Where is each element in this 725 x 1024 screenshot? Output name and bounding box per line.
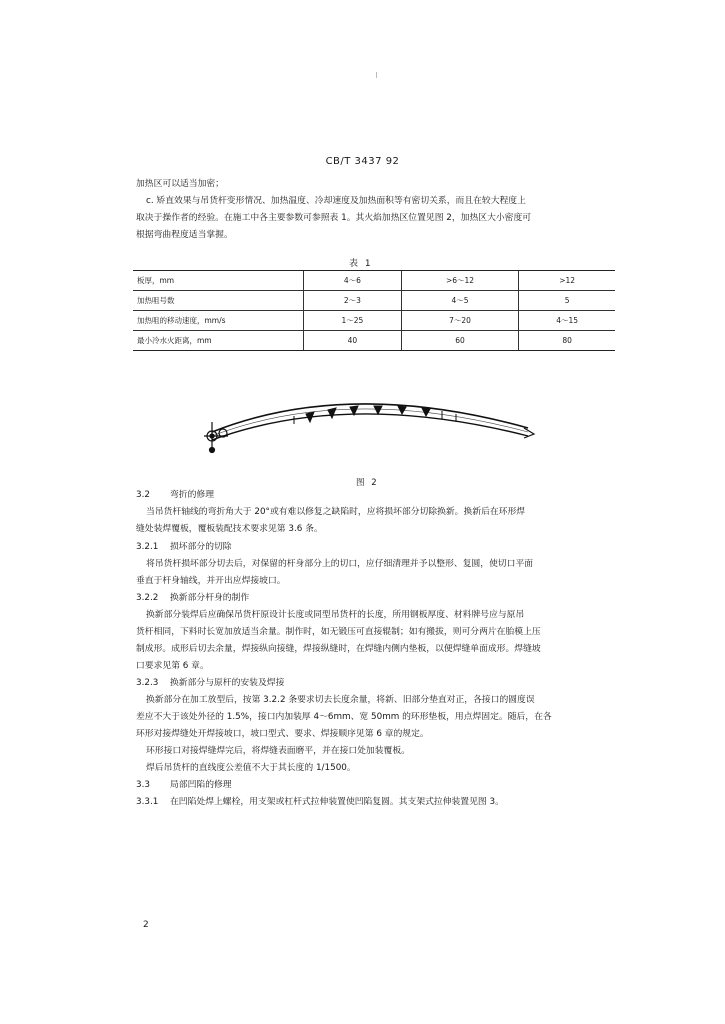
page-number: 2: [143, 920, 149, 930]
boom-outline-inner: [212, 414, 528, 440]
section-title: 换新部分杆身的制作: [170, 593, 250, 603]
table-cell: 80: [519, 331, 615, 351]
paragraph-3-2-1: [136, 556, 533, 590]
table-cell: 4～5: [401, 291, 519, 311]
text-line: c. 矫直效果与吊货杆变形情况、加热温度、冷却速度及加热面积等有密切关系，而且在较大程度上: [146, 196, 526, 206]
table-cell: 2～3: [304, 291, 402, 311]
boom-outline: [212, 404, 528, 432]
section-number: 3.2.1: [136, 542, 159, 552]
section-heading-3-2-2: [136, 590, 249, 607]
section-heading-3-2-3: [136, 675, 284, 692]
section-title: 弯折的修理: [170, 490, 214, 500]
text-line: 加热区可以适当加密；: [136, 179, 224, 189]
section-title: 局部凹陷的修理: [170, 780, 232, 790]
text-line: 将吊货杆损坏部分切去后，对保留的杆身部分上的切口，应仔细清理并予以整形、复圆，使切口平面: [146, 559, 534, 569]
section-number: 3.2.2: [136, 593, 159, 603]
table-cell: 4～15: [519, 311, 615, 331]
section-title: 在凹陷处焊上螺栓，用支架或杠杆式拉伸装置使凹陷复圆。其支架式拉伸装置见图 3。: [170, 797, 504, 807]
section-number: 3.2: [136, 490, 150, 500]
row-label: 最小冷水火距离，mm: [133, 331, 304, 351]
table-row: [133, 271, 615, 291]
table-cell: 5: [519, 291, 615, 311]
section-number: 3.2.3: [136, 678, 159, 688]
text-line: 换新部分在加工放型后，按第 3.2.2 条要求切去长度余量，将新、旧部分垫直对正，各接口的圆度误: [146, 695, 535, 705]
table-row: [133, 331, 615, 351]
row-label: 加热咀号数: [133, 291, 304, 311]
text-line: 垂直于杆身轴线，并开出应焊接坡口。: [136, 576, 286, 586]
text-line: 差应不大于该处外径的 1.5%，接口内加装厚 4～6mm、宽 50mm 的环形垫板，用点焊固定。随后，在各: [136, 712, 552, 722]
table-cell: 7～20: [401, 311, 519, 331]
text-line: 环形接口对接焊缝焊完后，将焊缝表面磨平，并在接口处加装覆板。: [146, 746, 410, 756]
text-line: 焊后吊货杆的直线度公差值不大于其长度的 1/1500。: [146, 763, 356, 773]
paragraph-3-2-2: [136, 607, 541, 675]
table-cell: 4～6: [304, 271, 402, 291]
section-number: 3.3.1: [136, 797, 159, 807]
row-label: 加热咀的移动速度，mm/s: [133, 311, 304, 331]
section-heading-3-3-1: [136, 794, 504, 811]
section-title: 换新部分与原杆的安装及焊接: [170, 678, 285, 688]
table-row: [133, 291, 615, 311]
section-number: 3.3: [136, 780, 150, 790]
table-cell: 40: [304, 331, 402, 351]
text-line: 根据弯曲程度适当掌握。: [136, 230, 233, 240]
paragraph-3-2-3: [136, 692, 552, 777]
table-cell: 1～25: [304, 311, 402, 331]
row-label: 板厚，mm: [133, 271, 304, 291]
paragraph-3-2: [136, 504, 525, 538]
text-line: 换新部分装焊后应确保吊货杆原设计长度或同型吊货杆的长度，所用钢板厚度、材料牌号应与原吊: [146, 610, 525, 620]
table-cell: 60: [401, 331, 519, 351]
text-line: 取决于操作者的经验。在施工中各主要参数可参照表 1。其火焰加热区位置见图 2，加热区大小密度可: [136, 213, 532, 223]
table-caption: 表 1: [349, 259, 373, 269]
scan-fleck: [376, 72, 377, 78]
text-line: 环形对接焊缝处开焊接坡口，坡口型式、要求、焊接顺序见第 6 章的规定。: [136, 729, 429, 739]
section-heading-3-3: [136, 777, 232, 794]
paragraph-intro: [136, 176, 531, 244]
boom-tip: [524, 428, 534, 438]
section-heading-3-2-1: [136, 539, 232, 556]
figure-caption: 图 2: [356, 478, 379, 488]
text-line: 当吊货杆轴线的弯折角大于 20°或有难以修复之缺陷时，应将损坏部分切除换新。换新后在环形焊: [146, 507, 526, 517]
boom-axis-line: [212, 409, 528, 436]
text-line: 货杆相同，下料时长宽加放适当余量。制作时，如无锻压可直接辊制；如有搬拔，则可分两片在胎模上压: [136, 627, 541, 637]
boom-heating-diagram: [198, 384, 538, 464]
table-cell: >6～12: [401, 271, 519, 291]
section-title: 损坏部分的切除: [170, 542, 232, 552]
table-cell: >12: [519, 271, 615, 291]
table-row: [133, 311, 615, 331]
parameters-table: [133, 270, 615, 351]
text-line: 口要求见第 6 章。: [136, 661, 209, 671]
standard-header: CB/T 3437 92: [325, 156, 400, 167]
section-heading-3-2: [136, 487, 214, 504]
text-line: 制成形。成形后切去余量，焊接纵向接缝，焊接纵缝时，在焊缝内侧内垫板，以便焊缝单面成形。焊缝坡: [136, 644, 541, 654]
text-line: 缝处装焊覆板，覆板装配技术要求见第 3.6 条。: [136, 524, 323, 534]
